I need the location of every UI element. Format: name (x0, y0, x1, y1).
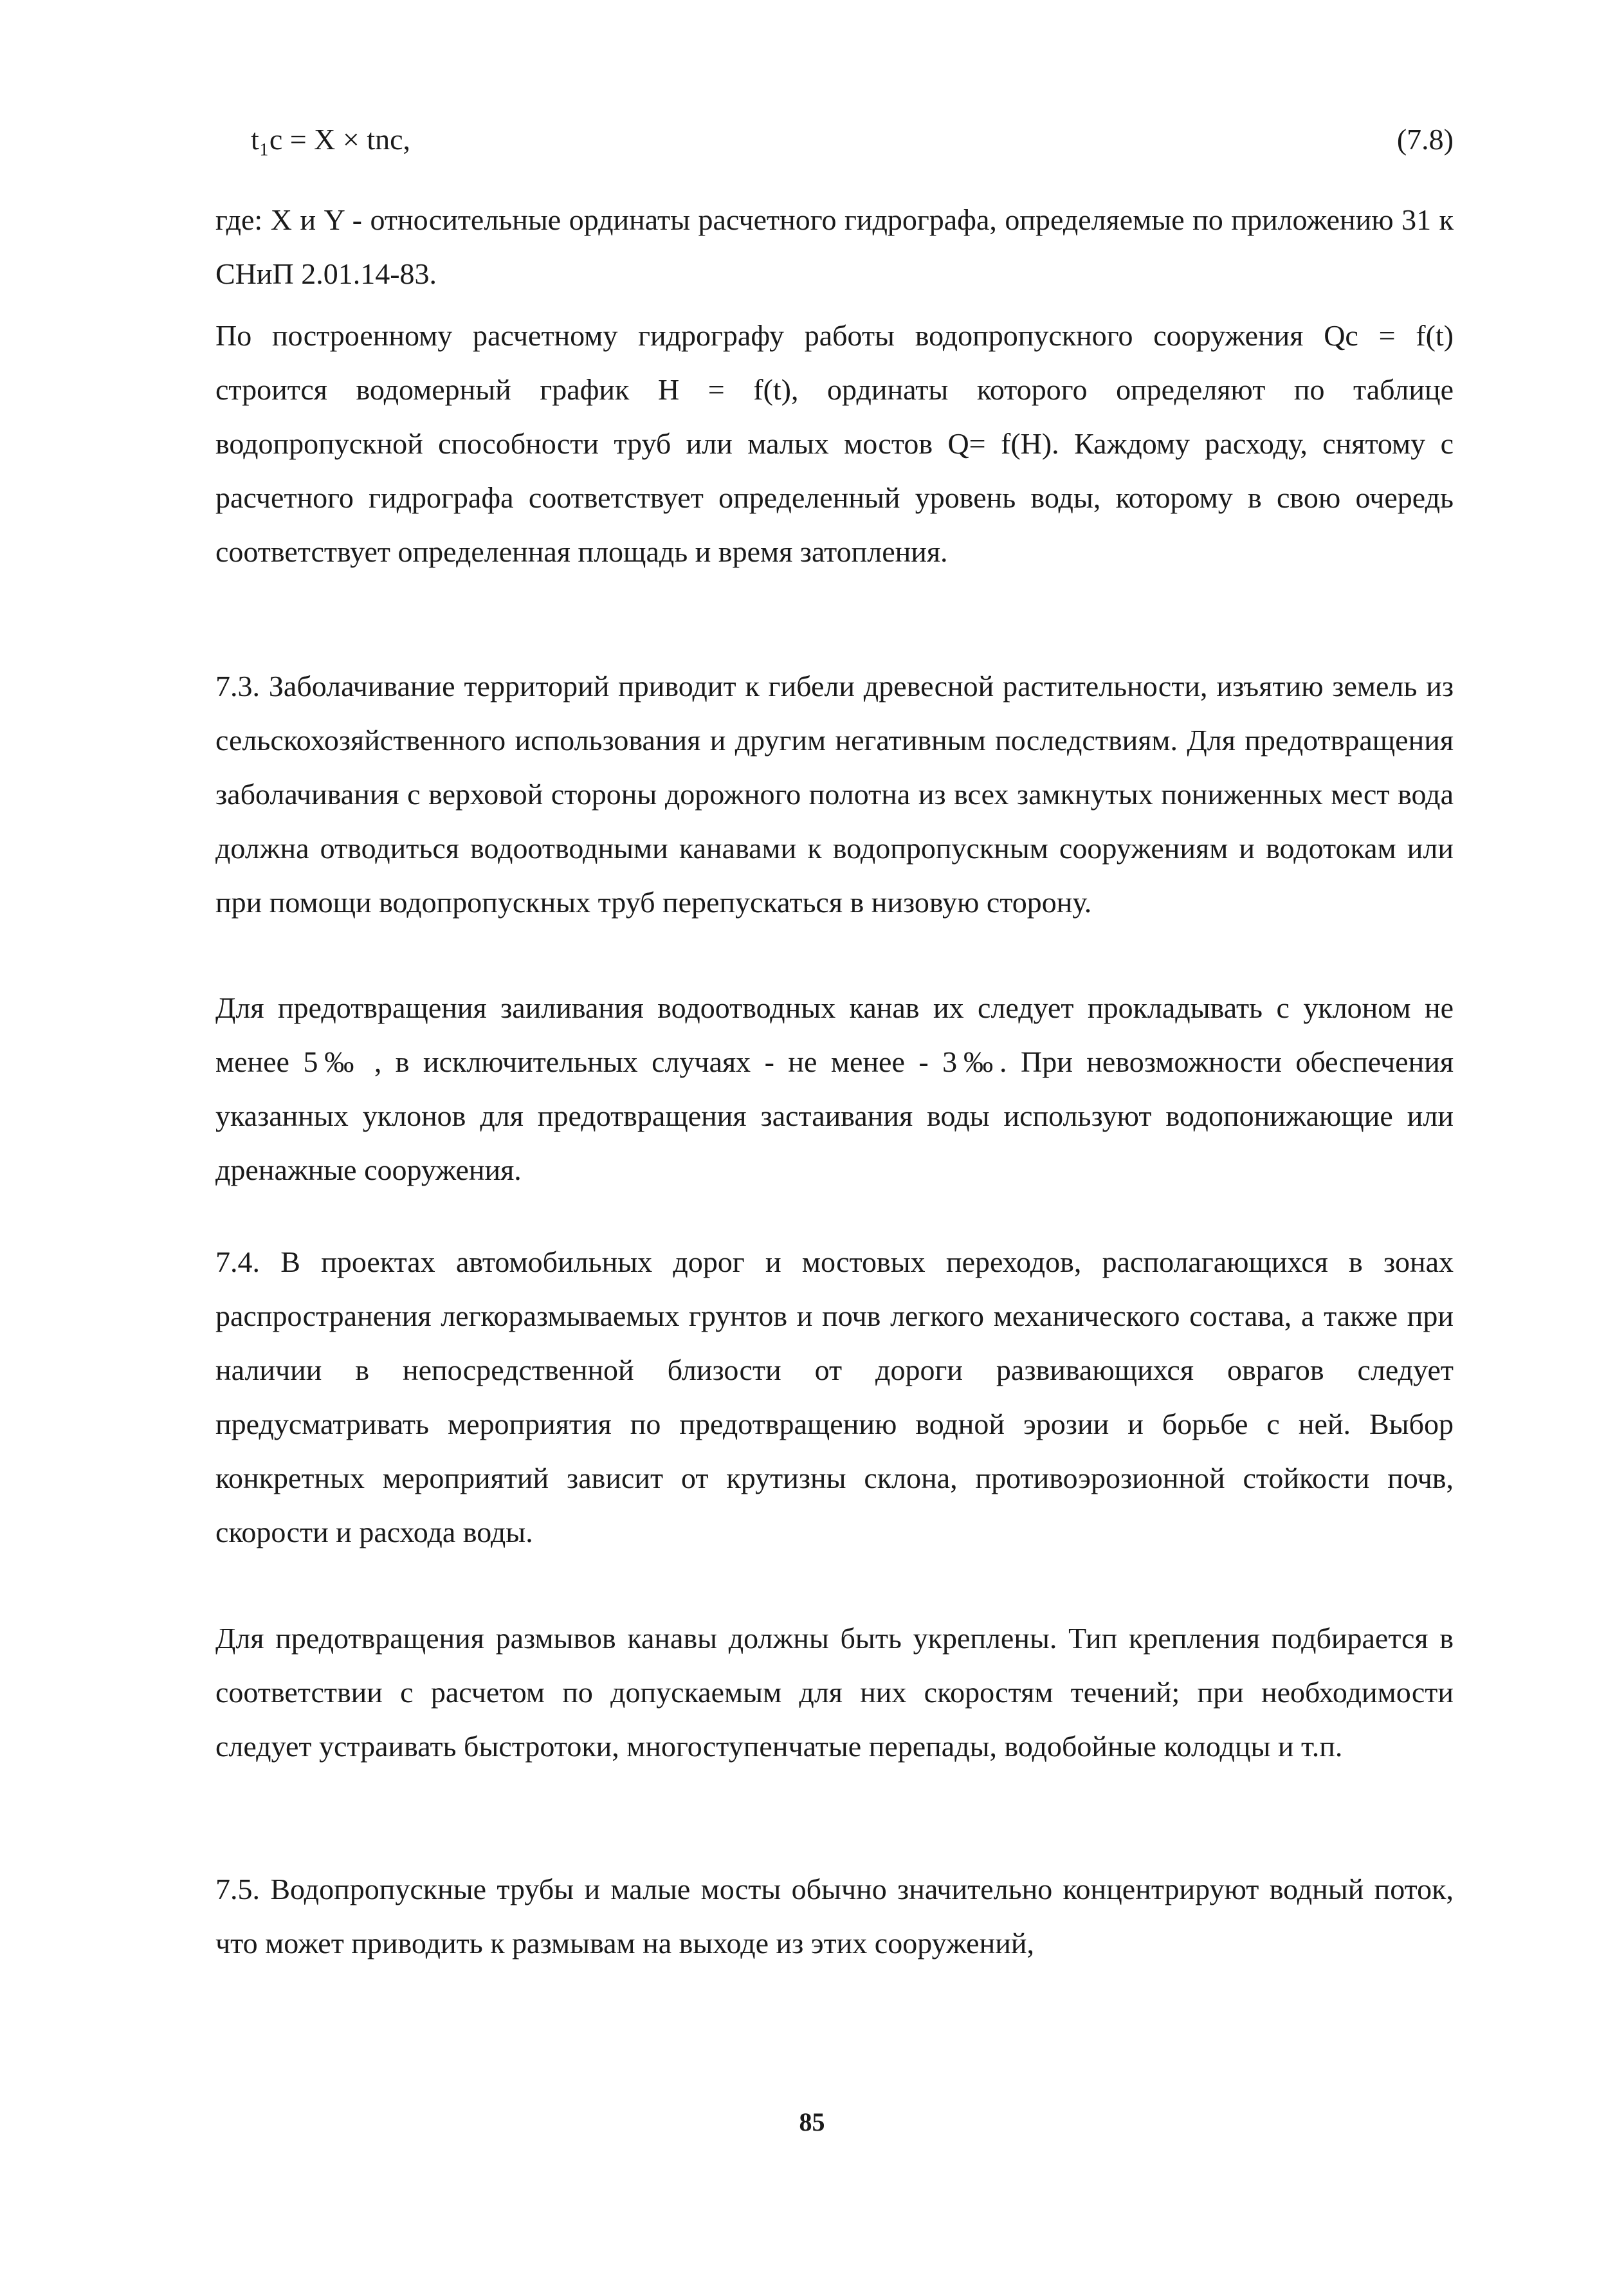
paragraph-hydrograph: По построенному расчетному гидрографу работы водопропускного сооружения Qc = f(t) строится водомерный график H = f(t), ординаты которого определяют по таблице водопропускной способности труб или малых мостов Q= f(H). Каждому расходу, снятому с расчетного гидрографа соответствует определенный уровень воды, которому в свою очередь соответствует определенная площадь и время затопления. (215, 319, 1454, 568)
formula-7-8 (251, 122, 1454, 167)
paragraph-7-4: 7.4. В проектах автомобильных дорог и мостовых переходов, располагающихся в зонах распространения легкоразмываемых грунтов и почв легкого механического состава, а также при наличии в непосредственной близости от дороги развивающихся оврагов следует предусматривать мероприятия по предотвращению водной эрозии и борьбе с ней. Выбор конкретных мероприятий зависит от крутизны склона, противоэрозионной стойкости почв, скорости и расхода воды. (215, 1245, 1454, 1548)
paragraph-7-5: 7.5. Водопропускные трубы и малые мосты обычно значительно концентрируют водный поток, что может приводить к размывам на выходе из этих сооружений, (215, 1873, 1454, 1959)
paragraph-silting: Для предотвращения заиливания водоотводных канав их следует прокладывать с уклоном не менее 5‰ , в исключительных случаях - не менее - 3‰. При невозможности обеспечения указанных уклонов для предотвращения застаивания воды используют водопонижающие или дренажные сооружения. (215, 991, 1454, 1186)
formula-text: t₁c = X × tnc, (251, 123, 411, 156)
page-number: 85 (799, 2107, 825, 2136)
paragraph-7-3: 7.3. Заболачивание территорий приводит к гибели древесной растительности, изъятию земель из сельскохозяйственного использования и другим негативным последствиям. Для предотвращения заболачивания с верховой стороны дорожного полотна из всех замкнутых пониженных мест вода должна отводиться водоотводными канавами к водопропускным сооружениям и водотокам или при помощи водопропускных труб перепускаться в низовую сторону. (215, 670, 1454, 919)
formula-number: (7.8) (1396, 123, 1454, 156)
paragraph-erosion: Для предотвращения размывов канавы должны быть укреплены. Тип крепления подбирается в соответствии с расчетом по допускаемым для них скоростям течений; при необходимости следует устраивать быстротоки, многоступенчатые перепады, водобойные колодцы и т.п. (215, 1622, 1454, 1763)
paragraph-where: где: X и Y - относительные ординаты расчетного гидрографа, определяемые по приложению 31 к СНиП 2.01.14-83. (215, 203, 1454, 290)
